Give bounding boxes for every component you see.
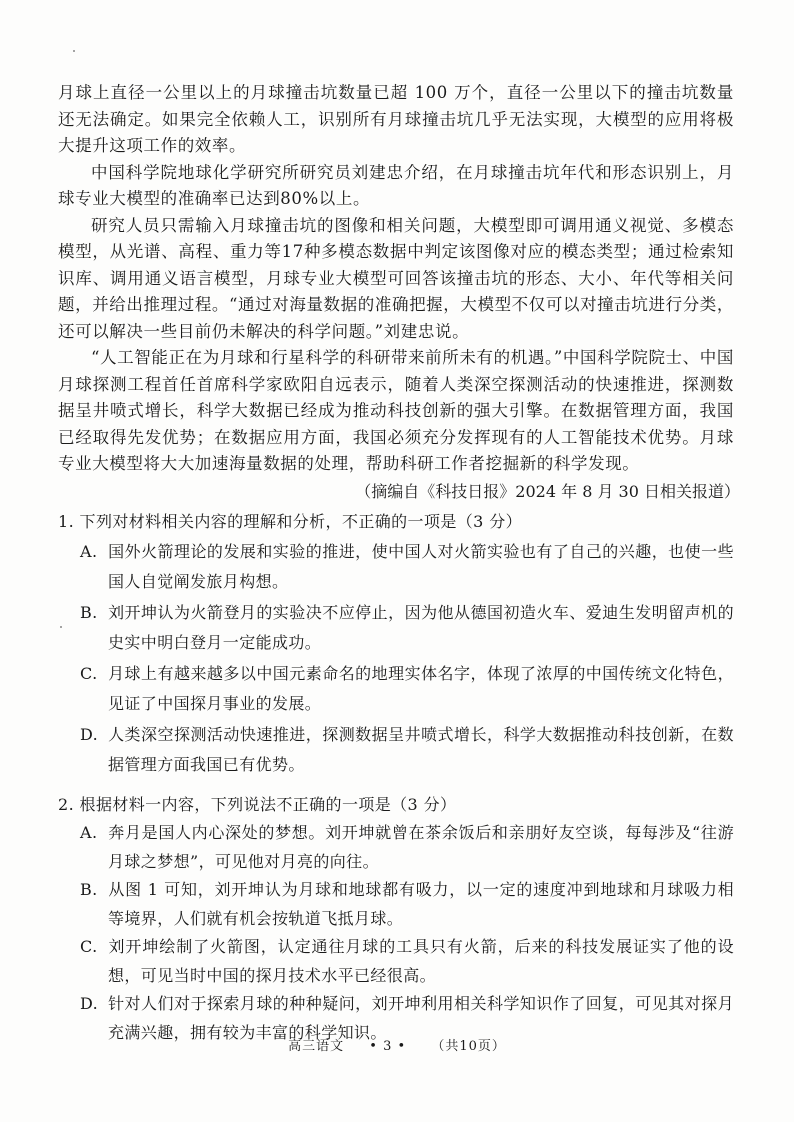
questions-section [58, 508, 734, 1047]
option-a [80, 819, 734, 876]
passage-paragraph: “人工智能正在为月球和行星科学的科研带来前所未有的机遇。”中国科学院院士、中国月球探测工程首任首席科学家欧阳自远表示，随着人类深空探测活动的快速推进，探测数据呈井喷式增长，科学大数据已经成为推动科技创新的强大引擎。在数据管理方面，我国已经取得先发优势；在数据应用方面，我国必须充分发挥现有的人工智能技术优势。月球专业大模型将大大加速海量数据的处理，帮助科研工作者挖掘新的科学发现。 [58, 348, 734, 473]
footer-subject: 高三语文 [288, 1039, 345, 1054]
option-letter: C. [80, 937, 98, 956]
question-2 [58, 791, 734, 1048]
passage-source: （摘编自《科技日报》2024 年 8 月 30 日相关报道） [355, 482, 740, 501]
option-text: 国外火箭理论的发展和实验的推进，使中国人对火箭实验也有了自己的兴趣，也使一些国人自觉阐发旅月构想。 [108, 541, 734, 591]
option-text: 人类深空探测活动快速推进，探测数据呈井喷式增长，科学大数据推动科技创新，在数据管理方面我国已有优势。 [108, 724, 734, 774]
option-b [80, 598, 734, 659]
footer-page-number: • 3 • [369, 1039, 407, 1054]
option-letter: A. [80, 823, 98, 842]
footer-total-pages: （共10页） [431, 1039, 506, 1054]
scan-speck [73, 50, 75, 52]
option-c [80, 933, 734, 990]
option-text: 刘开坤认为火箭登月的实验决不应停止，因为他从德国初造火车、爱迪生发明留声机的史实中明白登月一定能成功。 [108, 602, 734, 652]
option-text: 奔月是国人内心深处的梦想。刘开坤就曾在茶余饭后和亲朋好友空谈，每每涉及“往游月球之梦想”，可见他对月亮的向往。 [108, 823, 734, 871]
option-text: 刘开坤绘制了火箭图，认定通往月球的工具只有火箭，后来的科技发展证实了他的设想，可见当时中国的探月技术水平已经很高。 [108, 937, 734, 985]
question-stem: 1. 下列对材料相关内容的理解和分析，不正确的一项是（3 分） [58, 512, 523, 531]
question-1 [58, 508, 734, 781]
option-letter: B. [80, 880, 98, 899]
option-text: 月球上有越来越多以中国元素命名的地理实体名字，体现了浓厚的中国传统文化特色，见证了中国探月事业的发展。 [108, 663, 734, 713]
reading-passage [58, 80, 734, 478]
option-text: 针对人们对于探索月球的种种疑问，刘开坤利用相关科学知识作了回复，可见其对探月充满兴趣，拥有较为丰富的科学知识。 [108, 994, 734, 1042]
page-footer [0, 1038, 794, 1056]
passage-paragraph: 研究人员只需输入月球撞击坑的图像和相关问题，大模型即可调用通义视觉、多模态模型，从光谱、高程、重力等17种多模态数据中判定该图像对应的模态类型；通过检索知识库、调用通义语言模型，月球专业大模型可回答该撞击坑的形态、大小、年代等相关问题，并给出推理过程。“通过对海量数据的准确把握，大模型不仅可以对撞击坑进行分类，还可以解决一些目前仍未解决的科学问题。”刘建忠说。 [58, 215, 734, 341]
option-text: 从图 1 可知，刘开坤认为月球和地球都有吸力，以一定的速度冲到地球和月球吸力相等境界，人们就有机会按轨道飞抵月球。 [108, 880, 734, 928]
option-letter: D. [80, 994, 99, 1013]
option-letter: D. [80, 724, 99, 744]
passage-paragraph: 中国科学院地球化学研究所研究员刘建忠介绍，在月球撞击坑年代和形态识别上，月球专业大模型的准确率已达到80%以上。 [58, 162, 734, 208]
option-c [80, 659, 734, 720]
option-d [80, 720, 734, 781]
option-b [80, 876, 734, 933]
option-letter: B. [80, 602, 98, 622]
option-letter: C. [80, 663, 98, 683]
question-stem: 2. 根据材料一内容，下列说法不正确的一项是（3 分） [58, 794, 457, 814]
passage-paragraph: 月球上直径一公里以上的月球撞击坑数量已超 100 万个，直径一公里以下的撞击坑数量还无法确定。如果完全依赖人工，识别所有月球撞击坑几乎无法实现，大模型的应用将极大提升这项工作的效率。 [58, 83, 734, 155]
option-letter: A. [80, 541, 98, 561]
option-a [80, 537, 734, 598]
